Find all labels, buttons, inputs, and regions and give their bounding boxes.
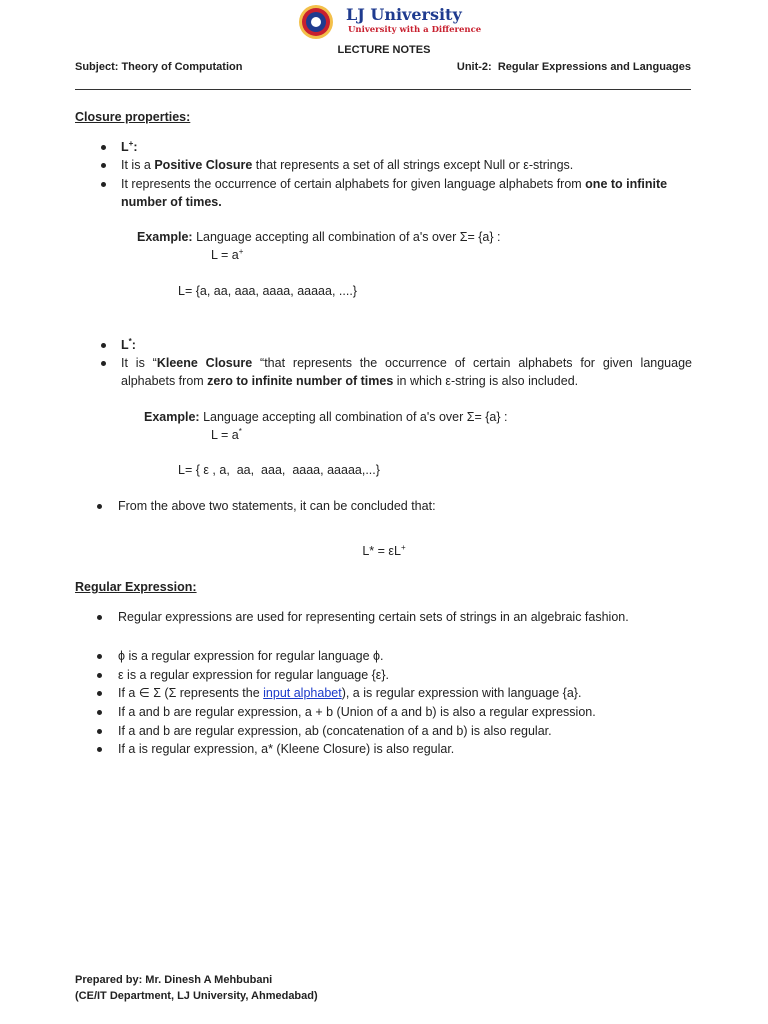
bullet-icon [101,145,106,150]
doc-type: LECTURE NOTES [337,44,431,56]
footer-prepared-by: Prepared by: Mr. Dinesh A Mehbubani [75,974,273,986]
bullet-icon [97,654,102,659]
bullet-icon [97,504,102,509]
example-positive-equation: L = a+ [211,246,244,262]
regex-rule-3: If a ∈ Σ (Σ represents the input alphabet), a is regular expression with language {a}. [118,686,582,700]
regex-intro: Regular expressions are used for representing certain sets of strings in an algebraic fashion. [118,610,629,624]
unit-label: Unit-2: Regular Expressions and Languages [456,61,691,73]
header-divider [75,89,691,90]
university-logo [296,4,480,40]
bullet-icon [97,615,102,620]
regex-rule-4: If a and b are regular expression, a + b (Union of a and b) is also a regular expression. [118,705,596,719]
example-kleene-set: L= { ε , a, aa, aaa, aaaa, aaaaa,...} [178,463,380,477]
conclusion-text: From the above two statements, it can be concluded that: [118,499,436,513]
regex-rule-6: If a is regular expression, a* (Kleene Closure) is also regular. [118,742,455,756]
bullet-icon [101,343,106,348]
regex-heading: Regular Expression: [75,580,197,594]
bullet-icon [97,710,102,715]
regex-rule-1: ϕ is a regular expression for regular language ϕ. [118,649,384,663]
lstar-title: L*: [121,336,136,352]
regex-rule-2: ε is a regular expression for regular language {ε}. [118,668,390,682]
bullet-icon [101,361,106,366]
university-tagline: University with a Difference [348,25,482,35]
positive-closure-desc: It is a Positive Closure that represents a set of all strings except Null or ε-strings. [121,158,574,172]
example-kleene-equation: L = a* [211,426,242,442]
university-name: LJ University [346,5,462,24]
subject-label: Subject: Theory of Computation [75,61,243,73]
university-seal-icon [296,4,336,40]
example-kleene: Example: Language accepting all combination of a's over Σ= {a} : [144,410,508,424]
bullet-icon [97,729,102,734]
regex-rule-5: If a and b are regular expression, ab (concatenation of a and b) is also regular. [118,724,552,738]
closure-formula: L* = εL+ [362,542,406,558]
lplus-title: L+: [121,138,138,154]
kleene-closure-desc: It is “Kleene Closure “that represents the occurrence of certain alphabets for given language alphabets from zero to infinite number of times in which ε-string is also included. [121,356,692,388]
example-positive: Example: Language accepting all combination of a's over Σ= {a} : [137,230,501,244]
bullet-icon [97,747,102,752]
footer-department: (CE/IT Department, LJ University, Ahmedabad) [75,990,318,1002]
positive-closure-range: It represents the occurrence of certain alphabets for given language alphabets from one to infinite number of times. [121,177,668,209]
bullet-icon [97,673,102,678]
bullet-icon [101,182,106,187]
closure-heading: Closure properties: [75,110,191,124]
bullet-icon [101,163,106,168]
bullet-icon [97,691,102,696]
example-positive-set: L= {a, aa, aaa, aaaa, aaaaa, ....} [178,284,357,298]
input-alphabet-link[interactable]: input alphabet [263,686,342,700]
